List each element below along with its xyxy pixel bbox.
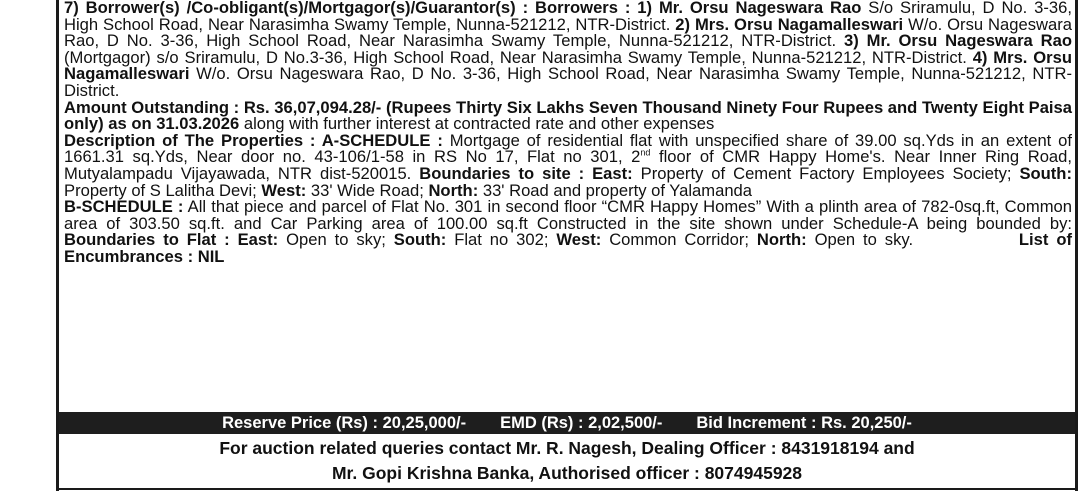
flat-north: Open to sky. <box>814 230 914 250</box>
flat-west-label: West: <box>556 230 602 250</box>
borrower3-address: (Mortgagor) s/o Sriramulu, D No.3-36, High School Road, Near Narasimha Swamy Temple, Nunna-521212, NTR-District. <box>64 47 967 67</box>
borrower1-address: S/o Sriramulu, D No. 3-36, High School Road, Near Narasimha Swamy Temple, Nunna-521212, NTR-District. <box>64 0 1072 34</box>
borrower2-address: W/o. Orsu Nageswara Rao, D No. 3-36, High School Road, Near Narasimha Swamy Temple, Nunna-521212, NTR-District. <box>64 14 1072 51</box>
price-bar <box>59 412 1075 434</box>
a-schedule-sup: nd <box>640 147 651 158</box>
borrower4-name: 4) Mrs. Orsu Nagamalleswari <box>64 47 1072 84</box>
reserve-price: Reserve Price (Rs) : 20,25,000/- <box>222 413 467 432</box>
description-section <box>64 130 1072 200</box>
flat-south: Flat no 302; <box>454 230 549 250</box>
description-label: Description of The Properties : A-SCHEDULE : <box>64 130 443 150</box>
b-schedule-label: B-SCHEDULE : <box>64 197 184 217</box>
b-schedule-section <box>64 199 1072 265</box>
borrower3-name: 3) Mr. Orsu Nageswara Rao <box>844 31 1072 51</box>
bottom-rule <box>59 488 1075 490</box>
encumbrances: List of Encumbrances : NIL <box>64 230 1072 266</box>
site-north-label: North: <box>428 180 479 200</box>
flat-north-label: North: <box>756 230 807 250</box>
contact-line-2: Mr. Gopi Krishna Banka, Authorised officer : 8074945928 <box>331 463 803 483</box>
a-schedule-text2: floor of CMR Happy Home's. Near Inner Ring Road, Mutyalampadu Vijayawada, NTR dist-520015. <box>64 147 1072 183</box>
a-schedule-text1: Mortgage of residential flat with unspecified share of 39.00 sq.Yds in an extent of 1661.31 sq.Yds, Near door no. 43-106/1-58 in RS No 17, Flat no 301, 2 <box>64 130 1072 167</box>
amount-section <box>64 97 1072 134</box>
notice-body <box>64 0 1072 266</box>
flat-boundaries-label: Boundaries to Flat : East: <box>64 230 279 250</box>
borrower4-address: W/o. Orsu Nageswara Rao, D No. 3-36, High School Road, Near Narasimha Swamy Temple, Nunna-521212, NTR-District. <box>64 64 1072 100</box>
emd: EMD (Rs) : 2,02,500/- <box>500 413 663 432</box>
borrower2-name: 2) Mrs. Orsu Nagamalleswari <box>675 14 904 34</box>
borrowers-heading: 7) Borrower(s) /Co-obligant(s)/Mortgagor(s)/Guarantor(s) : Borrowers : 1) Mr. Orsu Nageswara Rao <box>64 0 862 17</box>
flat-east: Open to sky; <box>286 230 386 250</box>
site-west: 33' Wide Road; <box>310 180 424 200</box>
flat-south-label: South: <box>393 230 447 250</box>
b-schedule-text: All that piece and parcel of Flat No. 301 in second floor “CMR Happy Homes” With a plinth area of 782-0sq.ft, Common area of 303.50 sq.ft. and Car Parking area of 100.00 sq.ft Constructed in the site shown under Schedule-A being bounded by: <box>64 197 1072 233</box>
amount-outstanding: Amount Outstanding : Rs. 36,07,094.28/- (Rupees Thirty Six Lakhs Seven Thousand Ninety Four Rupees and Twenty Eight Paisa only) as on 31.03.2026 <box>64 97 1072 134</box>
site-boundaries-label: Boundaries to site : East: <box>419 163 633 183</box>
borrowers-section <box>64 0 1072 100</box>
contact-section <box>59 436 1075 486</box>
bid-increment: Bid Increment : Rs. 20,250/- <box>696 413 912 432</box>
site-south-label: South: <box>1019 163 1072 183</box>
site-west-label: West: <box>261 180 307 200</box>
amount-rest: along with further interest at contracted rate and other expenses <box>243 114 715 134</box>
site-south: Property of S Lalitha Devi; <box>64 180 257 200</box>
site-east: Property of Cement Factory Employees Society; <box>640 163 1012 183</box>
contact-line-1: For auction related queries contact Mr. R. Nagesh, Dealing Officer : 8431918194 and <box>219 438 915 458</box>
site-north: 33' Road and property of Yalamanda <box>482 180 753 200</box>
flat-west: Common Corridor; <box>609 230 749 250</box>
